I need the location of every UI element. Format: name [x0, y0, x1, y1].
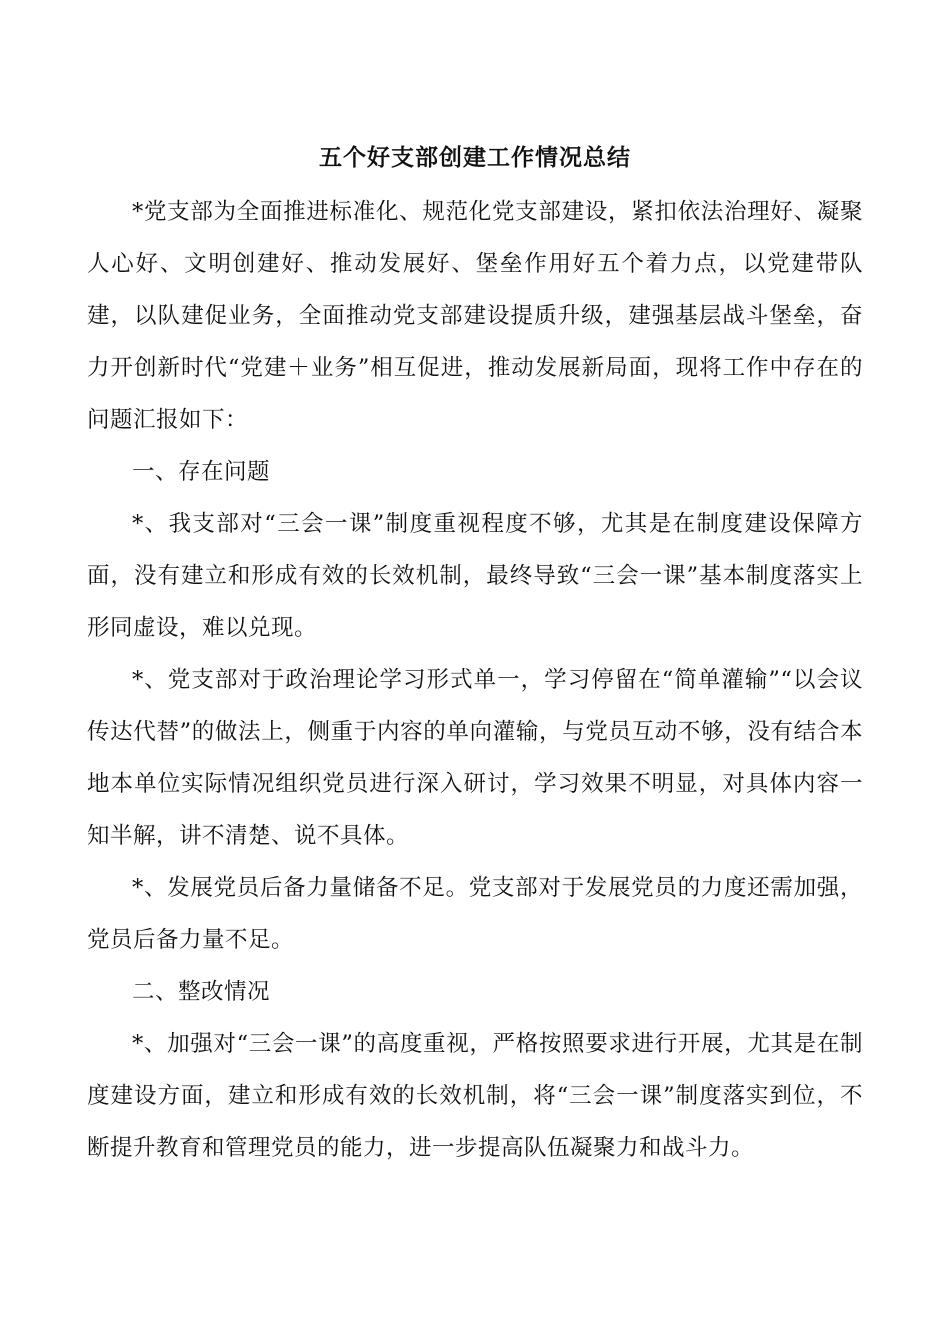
- section-heading-rectification: 二、整改情况: [132, 979, 271, 1005]
- document-title: 五个好支部创建工作情况总结: [319, 144, 631, 171]
- rectification-item-1: *、加强对“三会一课”的高度重视，严格按照要求进行开展，尤其是在制度建设方面，建立和形成有效的长效机制，将“三会一课”制度落实到位，不断提升教育和管理党员的能力，进一步提高队伍凝聚力和战斗力。: [87, 1031, 863, 1161]
- section-heading-problems: 一、存在问题: [132, 459, 271, 485]
- problem-item-3: *、发展党员后备力量储备不足。党支部对于发展党员的力度还需加强，党员后备力量不足。: [87, 875, 863, 953]
- document-page: [87, 138, 863, 1174]
- intro-paragraph: *党支部为全面推进标准化、规范化党支部建设，紧扣依法治理好、凝聚人心好、文明创建好、推动发展好、堡垒作用好五个着力点，以党建带队建，以队建促业务，全面推动党支部建设提质升级，建强基层战斗堡垒，奋力开创新时代“党建＋业务”相互促进，推动发展新局面，现将工作中存在的问题汇报如下：: [87, 199, 863, 433]
- problem-item-2: *、党支部对于政治理论学习形式单一，学习停留在“简单灌输”“以会议传达代替”的做法上，侧重于内容的单向灌输，与党员互动不够，没有结合本地本单位实际情况组织党员进行深入研讨，学习效果不明显，对具体内容一知半解，讲不清楚、说不具体。: [87, 667, 863, 849]
- problem-item-1: *、我支部对“三会一课”制度重视程度不够，尤其是在制度建设保障方面，没有建立和形成有效的长效机制，最终导致“三会一课”基本制度落实上形同虚设，难以兑现。: [87, 511, 863, 641]
